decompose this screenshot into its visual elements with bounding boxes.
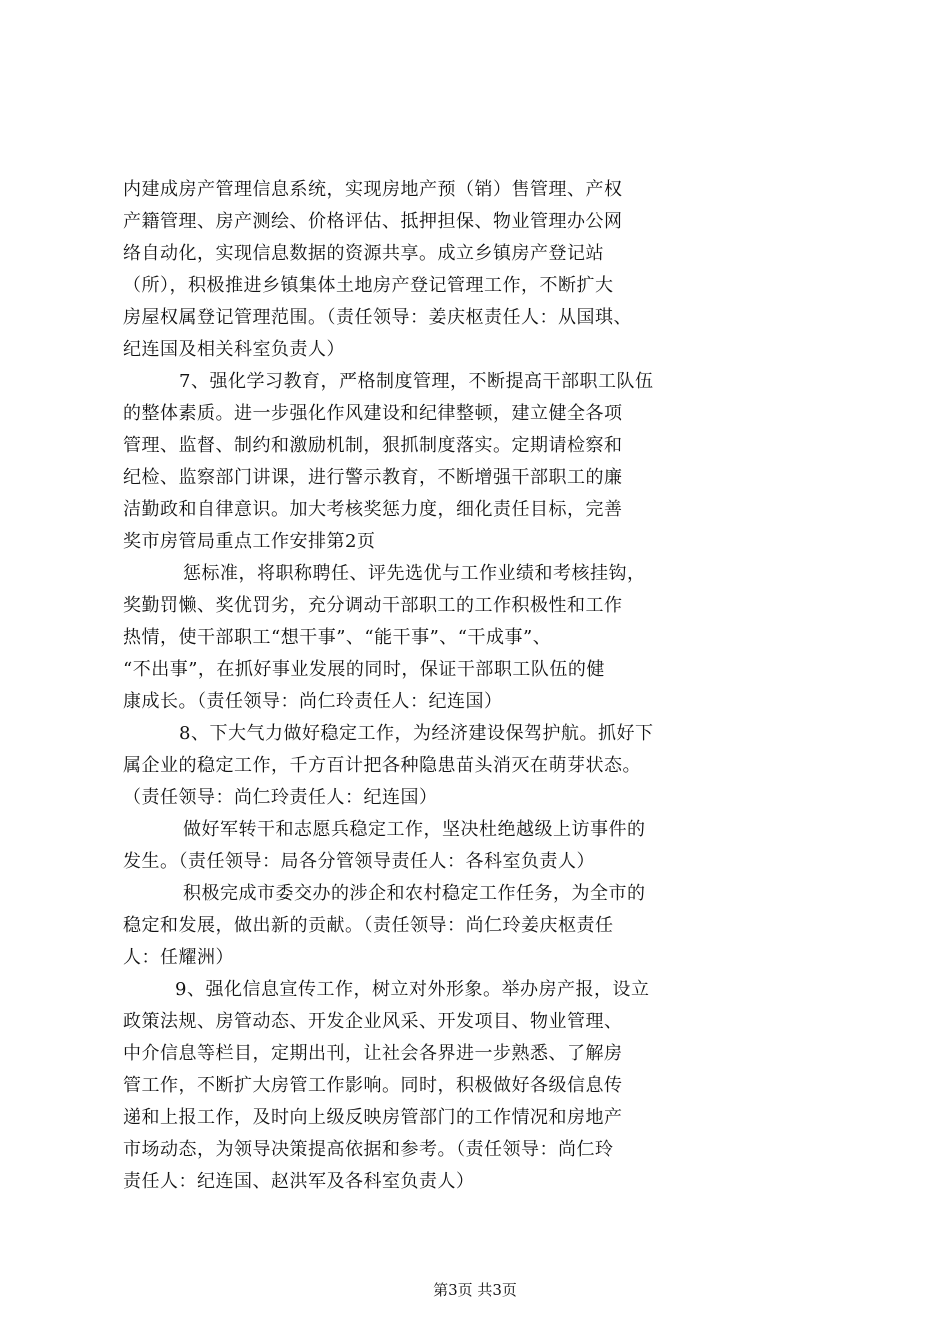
page-footer: 第3页 共3页 xyxy=(433,1281,517,1299)
text-line: 洁勤政和自律意识。加大考核奖惩力度，细化责任目标，完善 xyxy=(123,499,623,520)
text-line: 热情，使干部职工“想干事”、“能干事”、“干成事”、 xyxy=(123,627,552,648)
text-line: （所），积极推进乡镇集体土地房产登记管理工作，不断扩大 xyxy=(123,275,614,296)
text-line: 内建成房产管理信息系统，实现房地产预（销）售管理、产权 xyxy=(123,179,623,200)
text-line: 政策法规、房管动态、开发企业风采、开发项目、物业管理、 xyxy=(123,1011,623,1032)
text-line: 人：任耀洲） xyxy=(123,947,234,968)
text-line: 9、强化信息宣传工作，树立对外形象。举办房产报，设立 xyxy=(175,979,650,1000)
text-line: 7、强化学习教育，严格制度管理，不断提高干部职工队伍 xyxy=(179,371,654,392)
text-line: 发生。（责任领导：局各分管领导责任人：各科室负责人） xyxy=(123,851,595,872)
text-line: 市场动态，为领导决策提高依据和参考。（责任领导：尚仁玲 xyxy=(123,1139,614,1160)
text-line: 纪检、监察部门讲课，进行警示教育，不断增强干部职工的廉 xyxy=(123,467,623,488)
text-line: 做好军转干和志愿兵稳定工作，坚决杜绝越级上访事件的 xyxy=(183,819,646,840)
text-line: （责任领导：尚仁玲责任人：纪连国） xyxy=(123,787,438,808)
text-line: 责任人：纪连国、赵洪军及各科室负责人） xyxy=(123,1171,475,1192)
text-line: 纪连国及相关科室负责人） xyxy=(123,339,345,360)
text-line: 奖市房管局重点工作安排第2页 xyxy=(123,531,376,552)
text-line: 属企业的稳定工作，千方百计把各种隐患苗头消灭在萌芽状态。 xyxy=(123,755,641,776)
text-line: 稳定和发展，做出新的贡献。（责任领导：尚仁玲姜庆枢责任 xyxy=(123,915,614,936)
text-line: 积极完成市委交办的涉企和农村稳定工作任务，为全市的 xyxy=(183,883,646,904)
text-line: 管理、监督、制约和激励机制，狠抓制度落实。定期请检察和 xyxy=(123,435,623,456)
text-line: 递和上报工作，及时向上级反映房管部门的工作情况和房地产 xyxy=(123,1107,623,1128)
text-line: 8、下大气力做好稳定工作，为经济建设保驾护航。抓好下 xyxy=(179,723,654,744)
document-body xyxy=(123,174,843,1198)
text-line: 康成长。（责任领导：尚仁玲责任人：纪连国） xyxy=(123,691,503,712)
text-line: 络自动化，实现信息数据的资源共享。成立乡镇房产登记站 xyxy=(123,243,604,264)
text-line: 奖勤罚懒、奖优罚劣，充分调动干部职工的工作积极性和工作 xyxy=(123,595,623,616)
text-line: 房屋权属登记管理范围。（责任领导：姜庆枢责任人：从国琪、 xyxy=(123,307,632,328)
text-line: 管工作，不断扩大房管工作影响。同时，积极做好各级信息传 xyxy=(123,1075,623,1096)
text-line: “不出事”，在抓好事业发展的同时，保证干部职工队伍的健 xyxy=(123,659,605,680)
text-line: 惩标准，将职称聘任、评先选优与工作业绩和考核挂钩， xyxy=(183,563,646,584)
text-line: 中介信息等栏目，定期出刊，让社会各界进一步熟悉、了解房 xyxy=(123,1043,623,1064)
text-line: 的整体素质。进一步强化作风建设和纪律整顿，建立健全各项 xyxy=(123,403,623,424)
text-line: 产籍管理、房产测绘、价格评估、抵押担保、物业管理办公网 xyxy=(123,211,623,232)
